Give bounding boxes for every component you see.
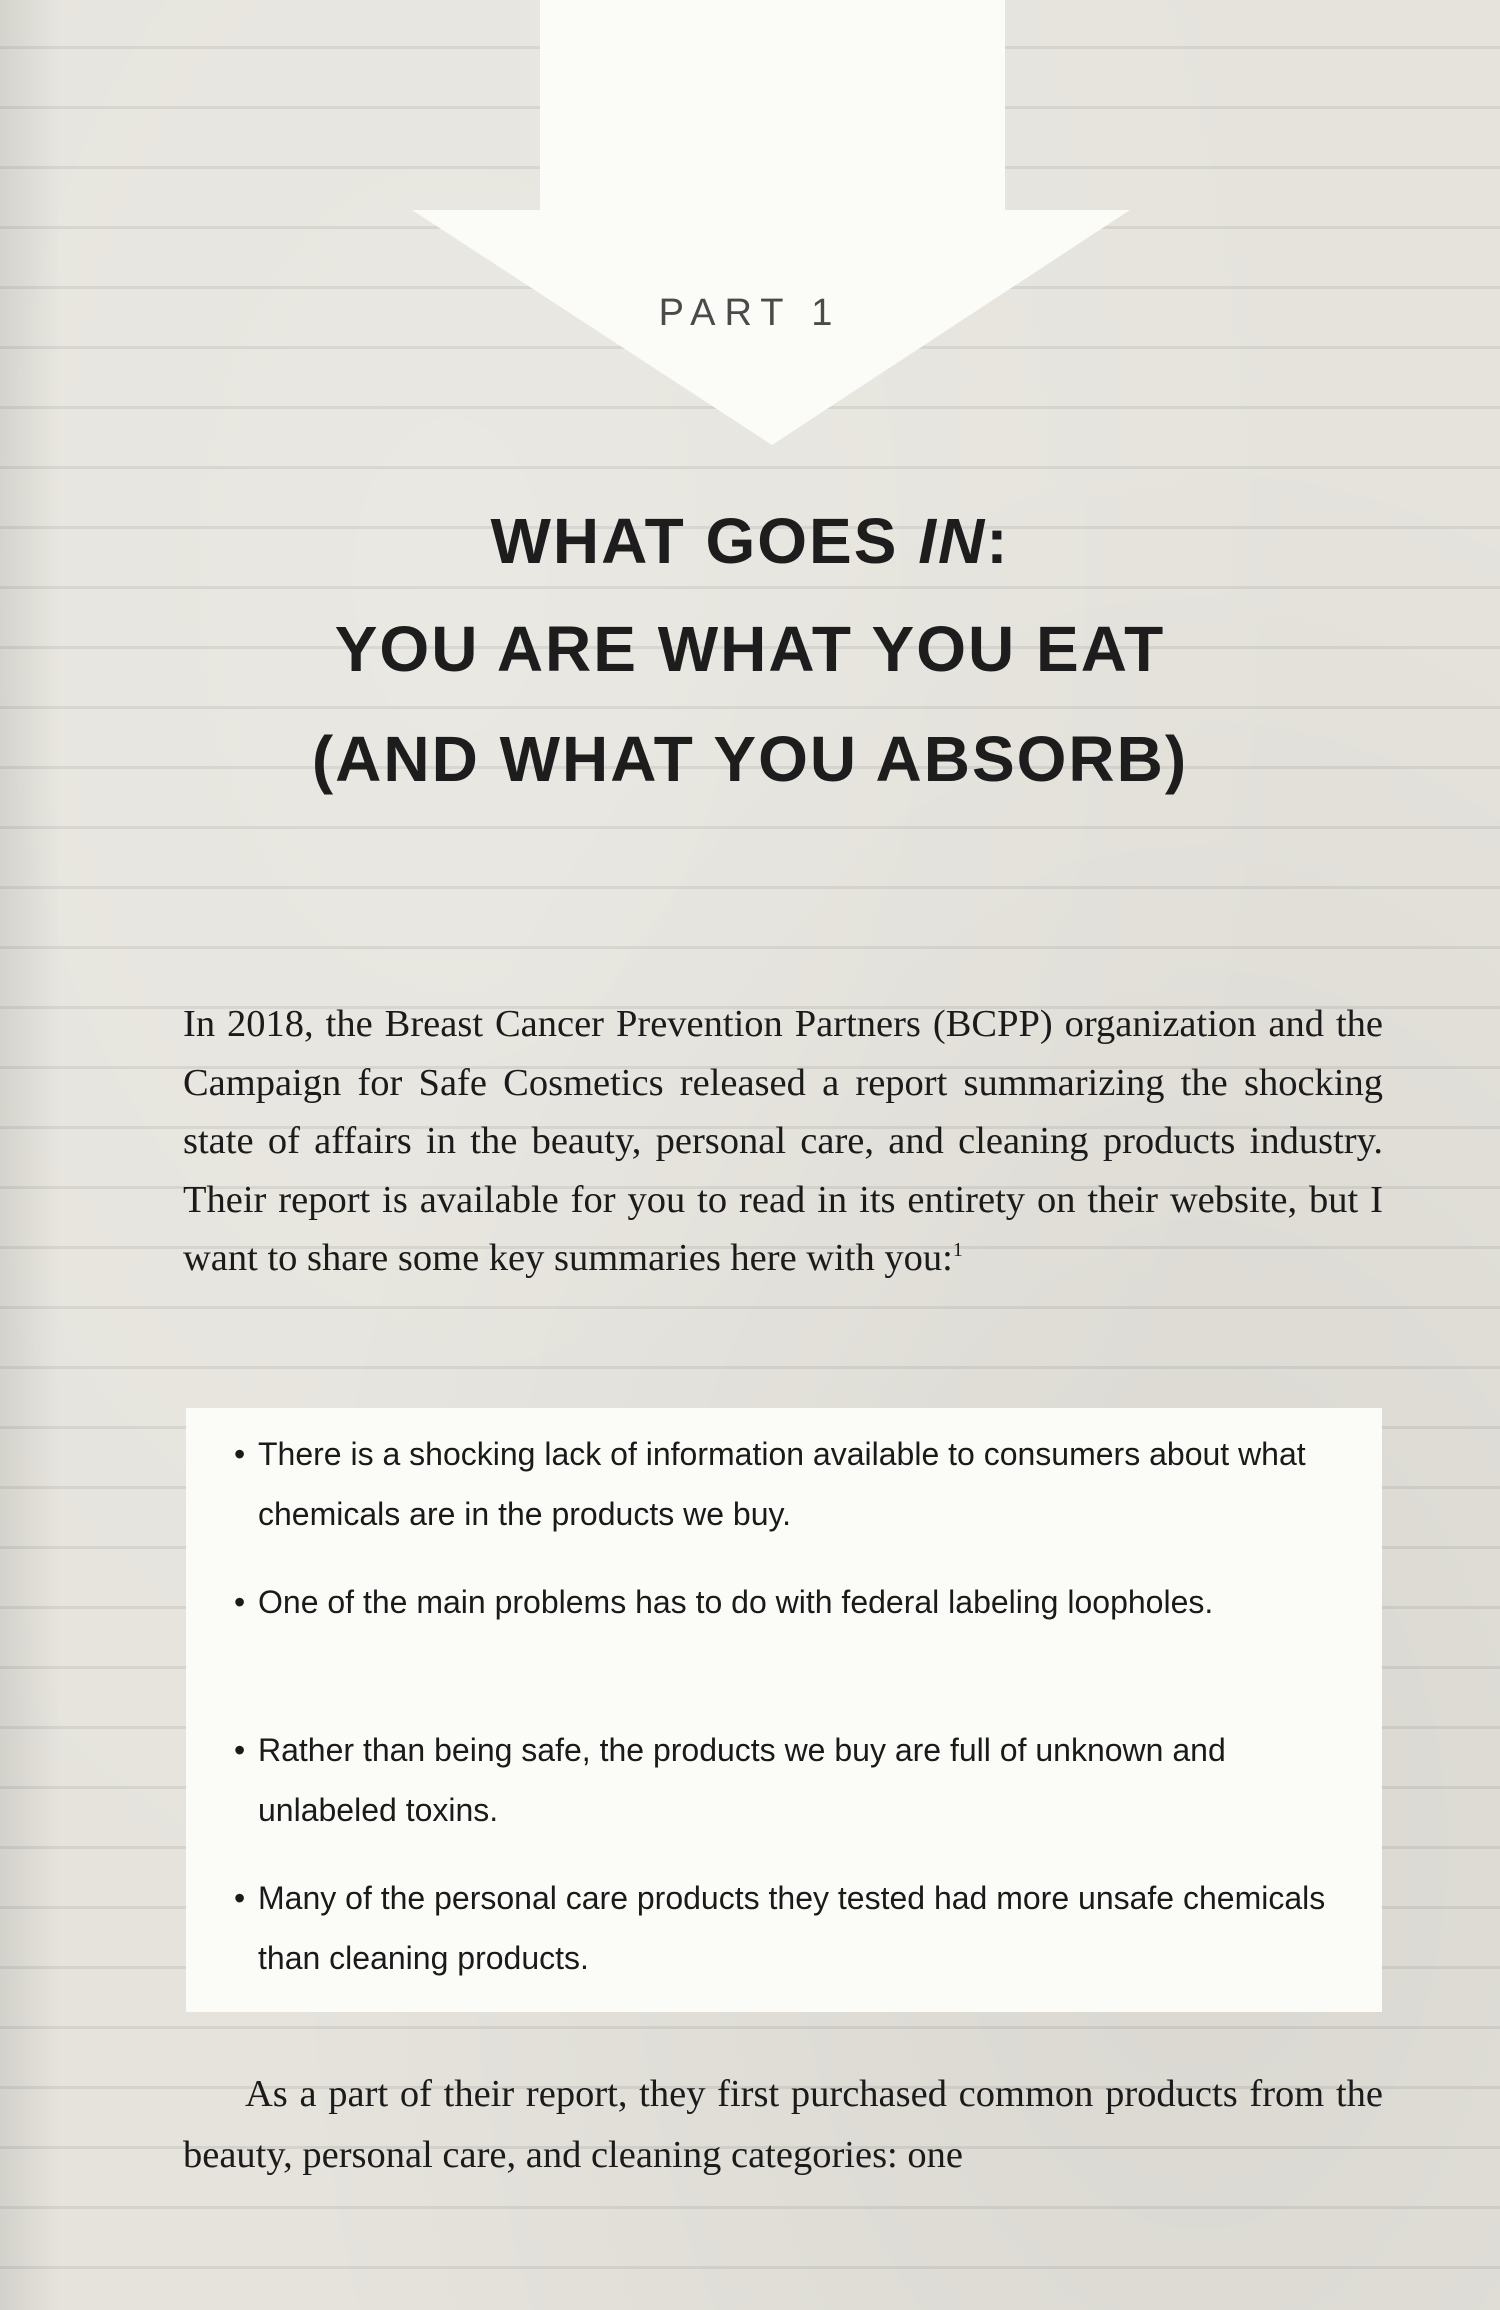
bullet-icon: •	[234, 1732, 246, 1768]
bullet-icon: •	[234, 1584, 246, 1620]
chapter-title-line-1	[150, 504, 1350, 578]
footnote-marker: 1	[952, 1239, 963, 1262]
bullet-icon: •	[234, 1880, 246, 1916]
list-item	[234, 1572, 1326, 1632]
down-arrow-icon	[0, 0, 1500, 460]
title-line-1-start: WHAT GOES	[490, 505, 919, 577]
list-item-text: One of the main problems has to do with federal labeling loopholes.	[258, 1584, 1214, 1620]
title-emphasis: IN	[918, 505, 987, 577]
list-item-text: There is a shocking lack of information available to consumers about what chemicals are in the products we buy.	[258, 1436, 1306, 1532]
chapter-title-line-3: (AND WHAT YOU ABSORB)	[311, 723, 1189, 795]
intro-paragraph	[183, 995, 1383, 1288]
closing-paragraph: As a part of their report, they first purchased common products from the beauty, personal care, and cleaning categories: one	[183, 2073, 1383, 2176]
list-item-text: Rather than being safe, the products we buy are full of unknown and unlabeled toxins.	[258, 1732, 1226, 1828]
title-line-1-end: :	[986, 505, 1010, 577]
list-item-text: Many of the personal care products they tested had more unsafe chemicals than cleaning products.	[258, 1880, 1326, 1976]
list-item	[234, 1868, 1326, 1988]
list-item	[234, 1720, 1326, 1840]
chapter-title-line-2: YOU ARE WHAT YOU EAT	[334, 613, 1166, 685]
intro-text: In 2018, the Breast Cancer Prevention Partners (BCPP) organization and the Campaign for Safe Cosmetics released a report summarizing the shocking state of affairs in the beauty, personal care, and cleaning products industry. Their report is available for you to read in its entirety on their website, but I want to share some key summaries here with you:	[183, 1003, 1383, 1279]
bullet-icon: •	[234, 1436, 246, 1472]
part-label: PART 1	[658, 292, 842, 334]
list-item	[234, 1424, 1326, 1544]
summary-callout-box	[186, 1408, 1382, 2012]
